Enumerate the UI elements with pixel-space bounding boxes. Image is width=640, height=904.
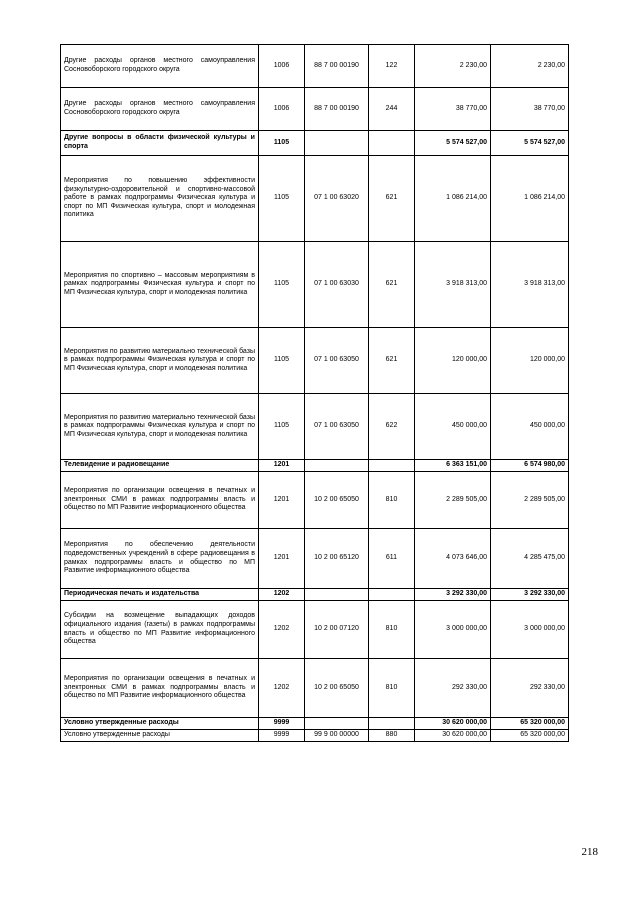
table-row [61, 460, 569, 472]
cell-sum2: 3 000 000,00 [491, 601, 569, 659]
cell-section: 1105 [259, 328, 305, 394]
budget-table [60, 44, 569, 742]
cell-sum2: 2 289 505,00 [491, 472, 569, 529]
cell-target: 07 1 00 63050 [305, 394, 369, 460]
cell-sum2: 120 000,00 [491, 328, 569, 394]
cell-sum2: 2 230,00 [491, 45, 569, 88]
cell-section: 1202 [259, 659, 305, 718]
table-row [61, 328, 569, 394]
cell-section: 9999 [259, 718, 305, 730]
cell-section: 1105 [259, 394, 305, 460]
cell-sum2: 4 285 475,00 [491, 529, 569, 589]
cell-sum2: 450 000,00 [491, 394, 569, 460]
cell-name: Периодическая печать и издательства [61, 589, 259, 601]
cell-sum1: 3 292 330,00 [415, 589, 491, 601]
cell-name: Мероприятия по организации освещения в печатных и электронных СМИ в рамках подпрограммы власть и общество по МП Развитие информационного общества [61, 472, 259, 529]
cell-name: Мероприятия по развитию материально технической базы в рамках подпрограммы Физическая культура и спорт по МП Физическая культура, спорт и молодежная политика [61, 394, 259, 460]
table-row [61, 529, 569, 589]
cell-vr [369, 460, 415, 472]
cell-target: 07 1 00 63030 [305, 242, 369, 328]
cell-target: 10 2 00 65120 [305, 529, 369, 589]
cell-section: 1105 [259, 242, 305, 328]
table-row [61, 730, 569, 742]
cell-target: 99 9 00 00000 [305, 730, 369, 742]
cell-target: 07 1 00 63020 [305, 156, 369, 242]
table-row [61, 88, 569, 131]
cell-sum2: 1 086 214,00 [491, 156, 569, 242]
cell-sum1: 2 230,00 [415, 45, 491, 88]
table-row [61, 589, 569, 601]
cell-sum1: 450 000,00 [415, 394, 491, 460]
table-row [61, 394, 569, 460]
cell-name: Мероприятия по развитию материально технической базы в рамках подпрограммы Физическая культура и спорт по МП Физическая культура, спорт и молодежная политика [61, 328, 259, 394]
cell-section: 1105 [259, 156, 305, 242]
cell-target: 88 7 00 00190 [305, 45, 369, 88]
cell-vr: 622 [369, 394, 415, 460]
cell-vr: 621 [369, 242, 415, 328]
cell-sum2: 38 770,00 [491, 88, 569, 131]
cell-vr: 810 [369, 472, 415, 529]
cell-vr: 611 [369, 529, 415, 589]
cell-vr: 122 [369, 45, 415, 88]
table-row [61, 45, 569, 88]
cell-target [305, 718, 369, 730]
cell-section: 9999 [259, 730, 305, 742]
cell-sum2: 5 574 527,00 [491, 131, 569, 156]
cell-target [305, 589, 369, 601]
cell-vr: 621 [369, 156, 415, 242]
table-row [61, 718, 569, 730]
cell-section: 1105 [259, 131, 305, 156]
cell-sum1: 3 918 313,00 [415, 242, 491, 328]
cell-section: 1201 [259, 529, 305, 589]
cell-section: 1006 [259, 88, 305, 131]
cell-target [305, 131, 369, 156]
table-row [61, 659, 569, 718]
cell-target: 10 2 00 65050 [305, 659, 369, 718]
table-row [61, 131, 569, 156]
cell-target: 10 2 00 07120 [305, 601, 369, 659]
cell-vr [369, 131, 415, 156]
cell-section: 1201 [259, 472, 305, 529]
cell-sum2: 6 574 980,00 [491, 460, 569, 472]
cell-sum1: 30 620 000,00 [415, 730, 491, 742]
cell-section: 1202 [259, 589, 305, 601]
cell-sum2: 3 292 330,00 [491, 589, 569, 601]
cell-target: 07 1 00 63050 [305, 328, 369, 394]
cell-name: Субсидии на возмещение выпадающих доходов официального издания (газеты) в рамках подпрограммы власть и общество по МП Развитие информационного общества [61, 601, 259, 659]
cell-section: 1006 [259, 45, 305, 88]
cell-sum1: 30 620 000,00 [415, 718, 491, 730]
cell-section: 1201 [259, 460, 305, 472]
cell-sum1: 3 000 000,00 [415, 601, 491, 659]
cell-vr [369, 589, 415, 601]
cell-name: Мероприятия по организации освещения в печатных и электронных СМИ в рамках подпрограммы власть и общество по МП Развитие информационного общества [61, 659, 259, 718]
cell-name: Условно утвержденные расходы [61, 730, 259, 742]
cell-vr: 244 [369, 88, 415, 131]
cell-sum2: 292 330,00 [491, 659, 569, 718]
cell-vr: 621 [369, 328, 415, 394]
cell-vr: 810 [369, 659, 415, 718]
cell-name: Другие расходы органов местного самоуправления Сосновоборского городского округа [61, 88, 259, 131]
cell-target [305, 460, 369, 472]
cell-target: 10 2 00 65050 [305, 472, 369, 529]
cell-sum2: 65 320 000,00 [491, 718, 569, 730]
cell-name: Мероприятия по обеспечению деятельности подведомственных учреждений в сфере радиовещания в рамках подпрограммы власть и общество по МП Развитие информационного общества [61, 529, 259, 589]
cell-target: 88 7 00 00190 [305, 88, 369, 131]
cell-vr: 810 [369, 601, 415, 659]
cell-name: Другие вопросы в области физической культуры и спорта [61, 131, 259, 156]
cell-sum1: 120 000,00 [415, 328, 491, 394]
cell-name: Другие расходы органов местного самоуправления Сосновоборского городского округа [61, 45, 259, 88]
cell-sum2: 3 918 313,00 [491, 242, 569, 328]
cell-sum2: 65 320 000,00 [491, 730, 569, 742]
cell-sum1: 38 770,00 [415, 88, 491, 131]
cell-name: Мероприятия по спортивно – массовым мероприятиям в рамках подпрограммы Физическая культура и спорт по МП Физическая культура, спорт и молодежная политика [61, 242, 259, 328]
table-row [61, 601, 569, 659]
cell-sum1: 6 363 151,00 [415, 460, 491, 472]
cell-section: 1202 [259, 601, 305, 659]
cell-name: Условно утвержденные расходы [61, 718, 259, 730]
table-row [61, 472, 569, 529]
cell-name: Мероприятия по повышению эффективности физкультурно-оздоровительной и спортивно-массовой работе в рамках подпрограммы Физическая культура и спорт по МП Физическая культура, спорт и молодежная политика [61, 156, 259, 242]
cell-sum1: 292 330,00 [415, 659, 491, 718]
cell-name: Телевидение и радиовещание [61, 460, 259, 472]
cell-sum1: 1 086 214,00 [415, 156, 491, 242]
cell-sum1: 2 289 505,00 [415, 472, 491, 529]
page-number: 218 [581, 846, 598, 858]
cell-vr: 880 [369, 730, 415, 742]
budget-table-body [61, 45, 569, 742]
cell-vr [369, 718, 415, 730]
cell-sum1: 5 574 527,00 [415, 131, 491, 156]
table-row [61, 242, 569, 328]
cell-sum1: 4 073 646,00 [415, 529, 491, 589]
table-row [61, 156, 569, 242]
